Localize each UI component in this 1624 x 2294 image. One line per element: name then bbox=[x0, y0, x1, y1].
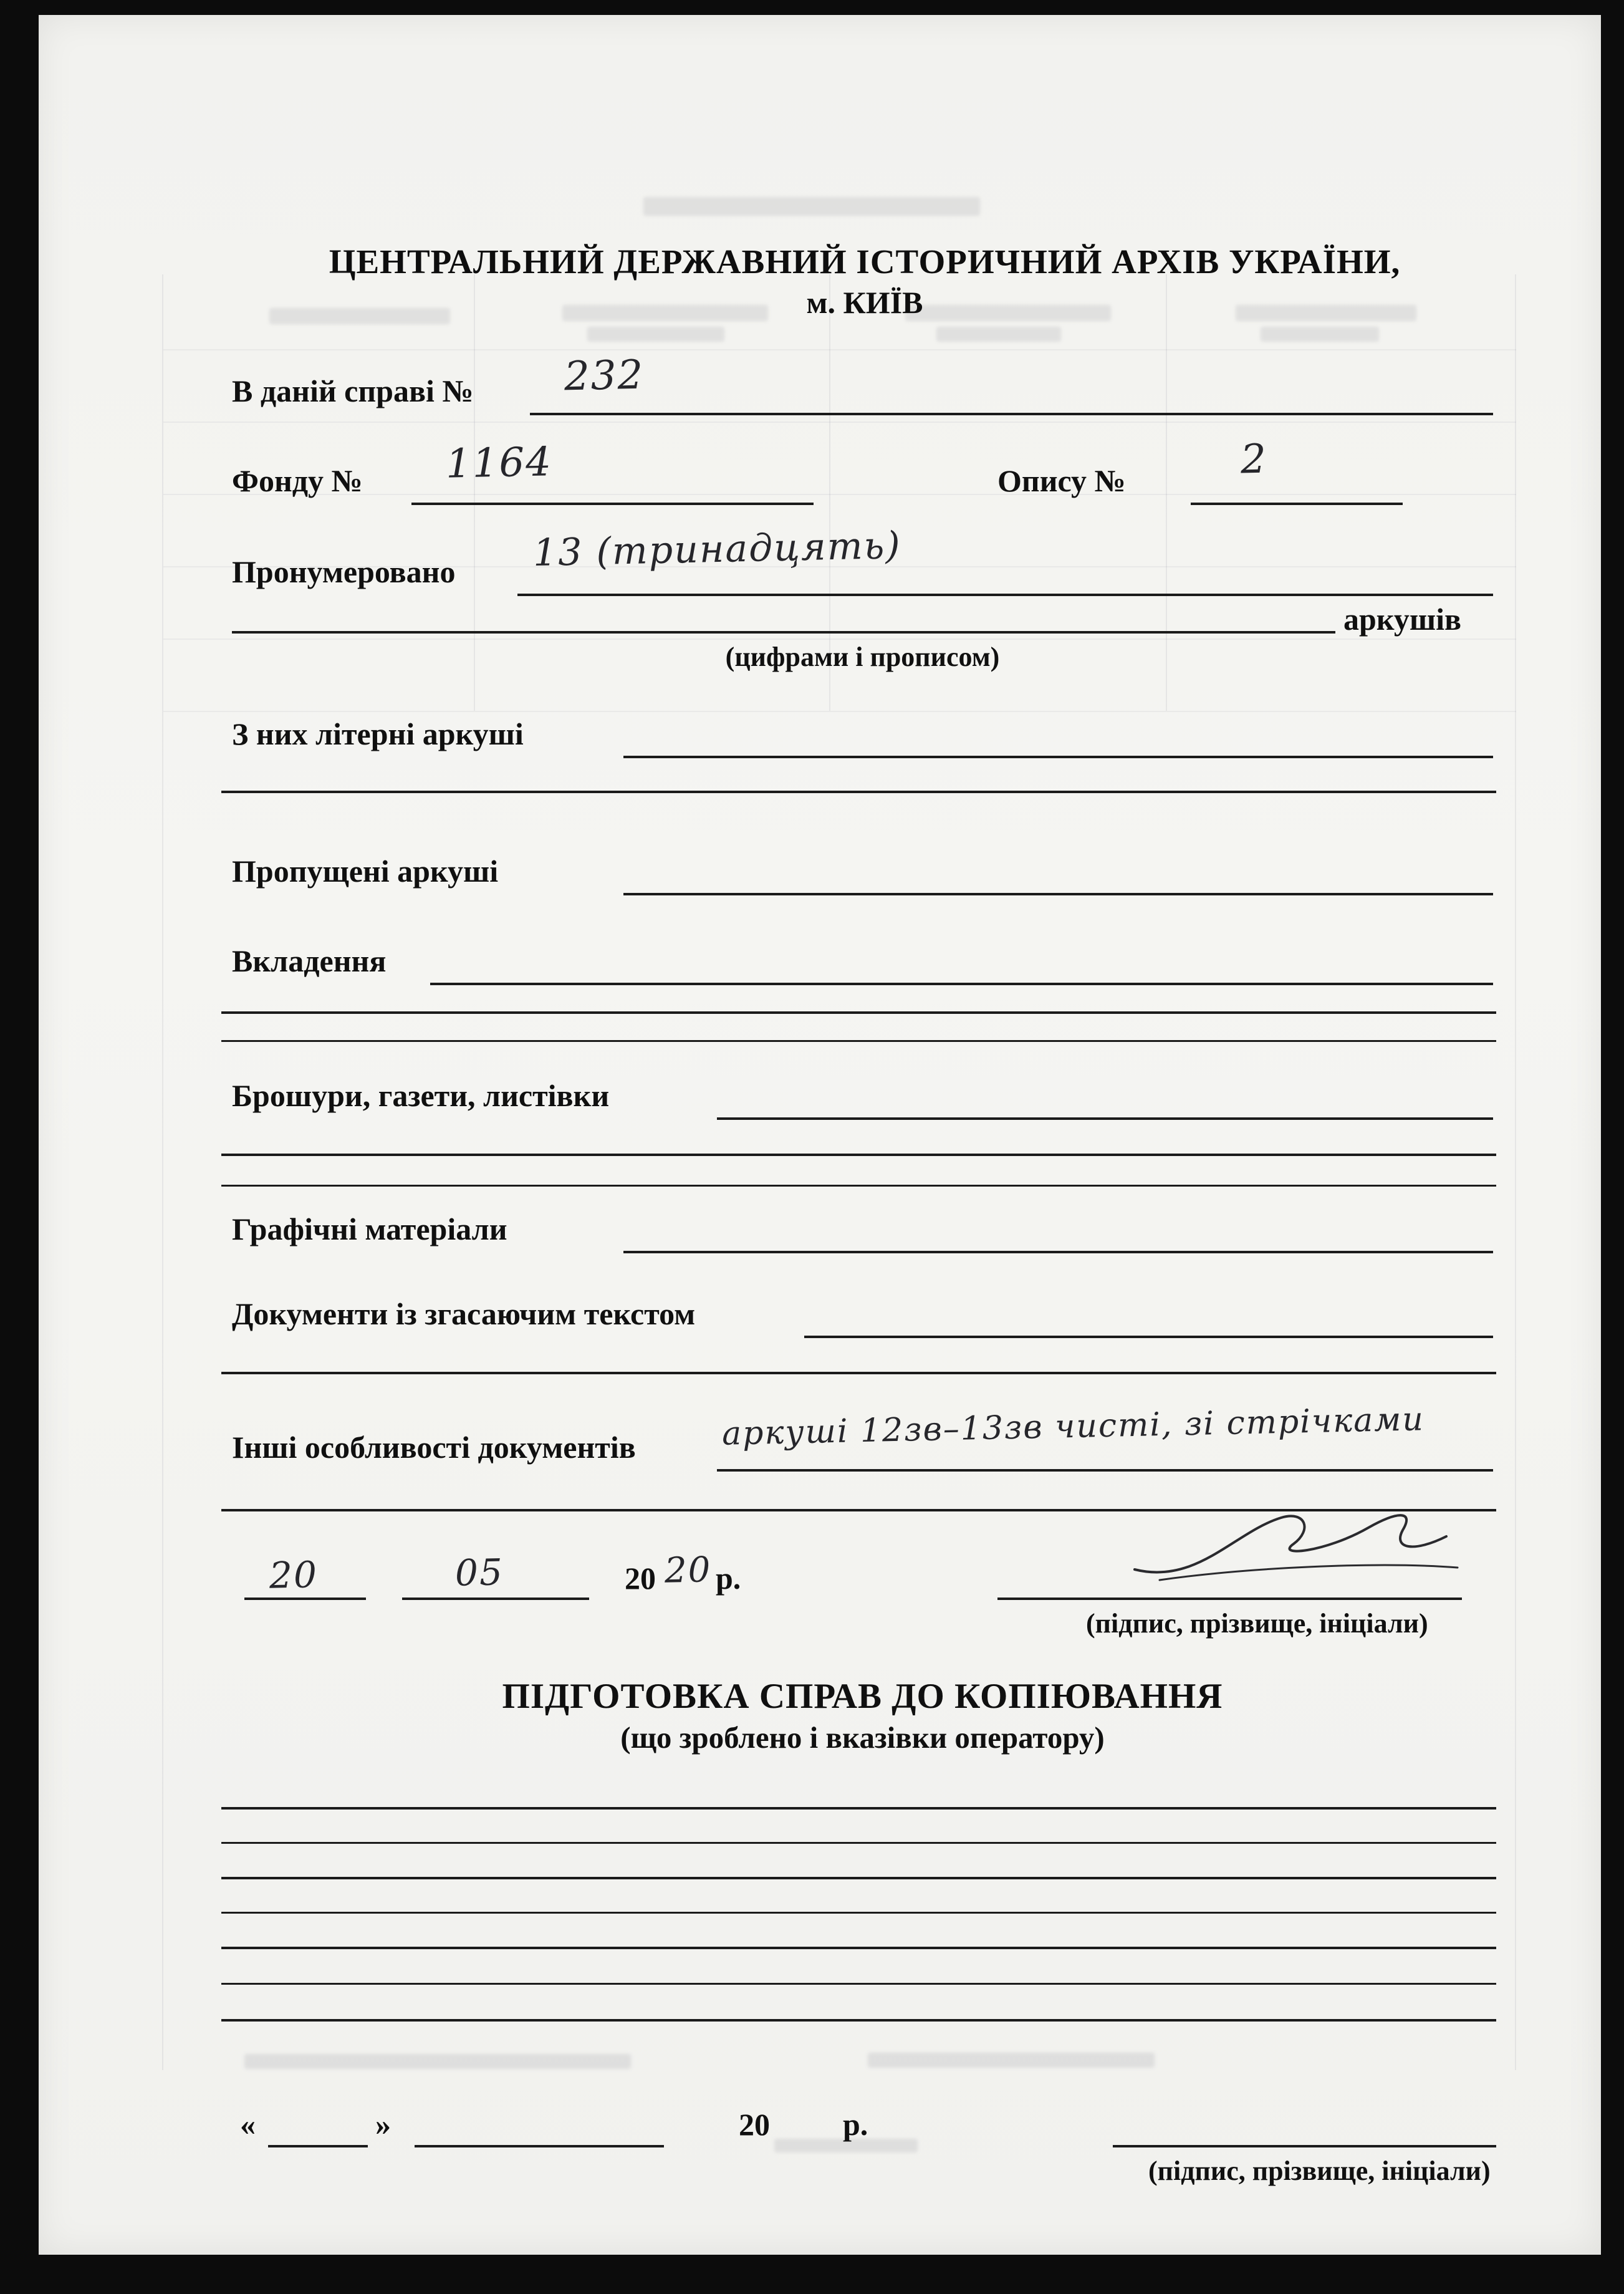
enclosures-label: Вкладення bbox=[232, 943, 387, 978]
ruled-line bbox=[221, 1947, 1496, 1949]
signature-underline bbox=[997, 1598, 1462, 1600]
brochures-underline bbox=[717, 1117, 1493, 1120]
skipped-sheets-underline bbox=[623, 893, 1493, 895]
letter-sheets-underline bbox=[623, 756, 1493, 758]
ruled-line bbox=[221, 791, 1496, 793]
skipped-sheets-label: Пропущені аркуші bbox=[232, 854, 499, 889]
quote-close: » bbox=[375, 2107, 391, 2142]
case-number-label: В даній справі № bbox=[232, 373, 474, 408]
bleedthrough-grid-line bbox=[162, 274, 163, 2070]
bleedthrough-grid-line bbox=[163, 494, 1516, 495]
ruled-line bbox=[221, 1185, 1496, 1187]
bleedthrough-grid-line bbox=[163, 639, 1516, 640]
bleedthrough-grid-line bbox=[1515, 274, 1516, 2070]
year-prefix: 20 bbox=[625, 1561, 656, 1596]
opys-number-label: Опису № bbox=[997, 463, 1126, 498]
fading-docs-underline bbox=[804, 1336, 1493, 1338]
signature-caption: (підпис, прізвище, ініціали) bbox=[1086, 1608, 1428, 1639]
date-day-value: 20 bbox=[269, 1553, 319, 1597]
fond-number-underline bbox=[411, 503, 814, 505]
letter-sheets-label: З них літерні аркуші bbox=[232, 716, 524, 751]
fond-number-label: Фонду № bbox=[232, 463, 363, 498]
fond-number-value: 1164 bbox=[445, 439, 553, 488]
arkushiv-label: аркушів bbox=[1343, 602, 1462, 637]
case-number-value: 232 bbox=[564, 352, 645, 400]
copy-section-subheading: (що зроблено і вказівки оператору) bbox=[620, 1720, 1105, 1755]
opys-number-underline bbox=[1191, 503, 1403, 505]
ruled-line bbox=[221, 1011, 1496, 1014]
date-month-underline bbox=[402, 1598, 589, 1600]
ruled-line bbox=[221, 1154, 1496, 1156]
archive-city: м. КИЇВ bbox=[806, 285, 923, 320]
graphic-materials-underline bbox=[623, 1251, 1493, 1253]
enclosures-underline bbox=[430, 983, 1493, 985]
archive-title: ЦЕНТРАЛЬНИЙ ДЕРЖАВНИЙ ІСТОРИЧНИЙ АРХІВ УКРАЇНИ, bbox=[329, 243, 1401, 281]
other-features-value: аркуші 12зв–13зв чисті, зі стрічками bbox=[721, 1400, 1425, 1453]
ruled-line bbox=[221, 1372, 1496, 1374]
ruled-line bbox=[221, 1877, 1496, 1879]
numbered-value: 13 (тринадцять) bbox=[532, 523, 902, 576]
bottom-month-underline bbox=[415, 2145, 664, 2147]
bottom-day-underline bbox=[268, 2145, 368, 2147]
numbered-label: Пронумеровано bbox=[232, 554, 456, 589]
ruled-line bbox=[221, 1983, 1496, 1985]
bleedthrough-grid-line bbox=[163, 711, 1516, 712]
quote-open: « bbox=[240, 2107, 256, 2142]
ruled-line bbox=[221, 1040, 1496, 1042]
opys-number-value: 2 bbox=[1240, 436, 1268, 483]
bleedthrough-grid-line bbox=[163, 422, 1516, 423]
ruled-line bbox=[221, 1842, 1496, 1844]
signature-mark bbox=[1116, 1492, 1471, 1601]
case-number-underline bbox=[530, 413, 1493, 415]
numbered-underline bbox=[517, 594, 1493, 596]
bottom-signature-underline bbox=[1113, 2145, 1496, 2147]
date-day-underline bbox=[244, 1598, 366, 1600]
bottom-signature-caption: (підпис, прізвище, ініціали) bbox=[1148, 2156, 1491, 2186]
ruled-line bbox=[221, 2019, 1496, 2022]
graphic-materials-label: Графічні матеріали bbox=[232, 1212, 507, 1246]
bottom-year-prefix: 20 bbox=[739, 2107, 770, 2142]
bleedthrough-grid-line bbox=[163, 349, 1516, 350]
date-month-value: 05 bbox=[454, 1551, 504, 1594]
digits-words-caption: (цифрами і прописом) bbox=[725, 642, 1000, 672]
bottom-year-suffix: р. bbox=[843, 2107, 868, 2142]
ruled-line bbox=[221, 1807, 1496, 1810]
ruled-line bbox=[221, 1912, 1496, 1914]
year-suffix: р. bbox=[716, 1561, 741, 1596]
brochures-label: Брошури, газети, листівки bbox=[232, 1078, 610, 1113]
numbered-underline-2 bbox=[232, 631, 1335, 634]
copy-section-heading: ПІДГОТОВКА СПРАВ ДО КОПІЮВАННЯ bbox=[502, 1677, 1223, 1716]
other-features-label: Інші особливості документів bbox=[232, 1430, 636, 1465]
other-features-underline bbox=[717, 1469, 1493, 1472]
fading-docs-label: Документи із згасаючим текстом bbox=[232, 1296, 696, 1331]
year-written-value: 20 bbox=[664, 1549, 712, 1591]
